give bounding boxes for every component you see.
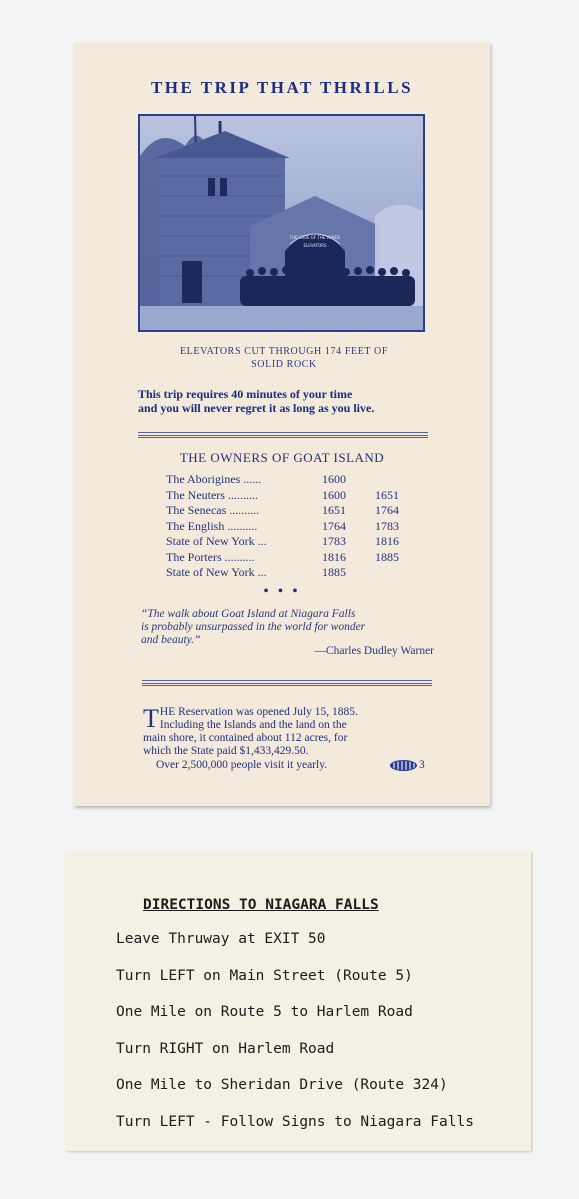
direction-step: Turn RIGHT on Harlem Road	[116, 1040, 335, 1057]
owner-row	[166, 534, 426, 550]
reservation-line-3: main shore, it contained about 112 acres, for	[143, 732, 348, 744]
owner-row	[166, 550, 426, 566]
directions-card	[66, 851, 531, 1151]
reservation-paragraph	[143, 706, 435, 758]
owner-year-to: 1783	[375, 518, 399, 533]
owner-name: The Neuters ..........	[166, 487, 258, 502]
owner-name: The Porters ..........	[166, 549, 255, 564]
caption-line-1: ELEVATORS CUT THROUGH 174 FEET OF	[179, 346, 389, 357]
divider-top	[138, 432, 428, 438]
separator-dots: • • •	[263, 584, 301, 599]
owner-name: The Senecas ..........	[166, 503, 260, 517]
visitors-line: Over 2,500,000 people visit it yearly.	[156, 759, 328, 771]
brochure-title: THE TRIP THAT THRILLS	[150, 78, 414, 97]
sign-text-top: THE CAVE OF THE WINDS	[289, 235, 341, 240]
brochure-card	[74, 42, 490, 806]
drop-cap: T	[143, 704, 159, 733]
owners-title: THE OWNERS OF GOAT ISLAND	[179, 450, 385, 465]
owner-year-to: 1764	[375, 503, 399, 517]
trip-note-line-2: and you will never regret it as long as you live.	[138, 401, 375, 415]
owner-year-from: 1816	[322, 549, 346, 564]
direction-step: Leave Thruway at EXIT 50	[116, 931, 326, 947]
direction-step: One Mile to Sheridan Drive (Route 324)	[116, 1077, 448, 1093]
reservation-line-4: which the State paid $1,433,429.50.	[143, 745, 309, 757]
owner-row	[166, 519, 426, 535]
trip-note-line-1: This trip requires 40 minutes of your time	[138, 387, 353, 401]
owner-year-to: 1651	[375, 487, 399, 502]
owner-year-from: 1600	[322, 472, 346, 486]
owners-table	[166, 472, 426, 581]
owner-year-from: 1651	[322, 503, 346, 517]
divider-bottom	[142, 680, 432, 686]
owner-name: State of New York ...	[166, 565, 267, 579]
quote-line-3: and beauty.”	[141, 634, 201, 646]
elevator-building-photo	[138, 114, 425, 332]
owner-name: The Aborigines ......	[166, 472, 262, 486]
owner-year-from: 1885	[322, 565, 346, 579]
quote-attribution: —Charles Dudley Warner	[314, 645, 434, 657]
building-illustration	[140, 116, 423, 330]
owner-year-from: 1783	[322, 534, 346, 548]
reservation-line-1: HE Reservation was opened July 15, 1885.	[159, 706, 358, 718]
caption-line-2: SOLID ROCK	[251, 359, 317, 370]
owner-year-to: 1885	[375, 549, 399, 564]
reservation-line-2: Including the Islands and the land on the	[159, 719, 347, 731]
owner-name: The English ..........	[166, 518, 258, 533]
direction-step: One Mile on Route 5 to Harlem Road	[116, 1004, 413, 1020]
trip-note	[138, 387, 438, 415]
warner-quote	[141, 608, 436, 647]
page-number: 3	[419, 759, 425, 771]
owner-row	[166, 503, 426, 519]
page-marker	[390, 759, 425, 771]
quote-line-1: “The walk about Goat Island at Niagara Falls	[141, 608, 356, 620]
owner-name: State of New York ...	[166, 534, 267, 548]
owner-row	[166, 565, 426, 581]
owner-year-to: 1816	[375, 534, 399, 548]
owner-row	[166, 488, 426, 504]
direction-step: Turn LEFT on Main Street (Route 5)	[116, 967, 413, 984]
directions-list	[116, 931, 474, 1150]
owner-year-from: 1600	[322, 487, 346, 502]
owner-year-from: 1764	[322, 518, 346, 533]
printer-logo-icon	[390, 760, 417, 771]
owner-row	[166, 472, 426, 488]
sign-text-bottom: ELEVATORS	[303, 243, 327, 248]
direction-step: Turn LEFT - Follow Signs to Niagara Falls	[116, 1113, 474, 1130]
photo-caption	[134, 345, 434, 371]
directions-title: DIRECTIONS TO NIAGARA FALLS	[143, 897, 379, 913]
quote-line-2: is probably unsurpassed in the world for wonder	[141, 621, 366, 633]
